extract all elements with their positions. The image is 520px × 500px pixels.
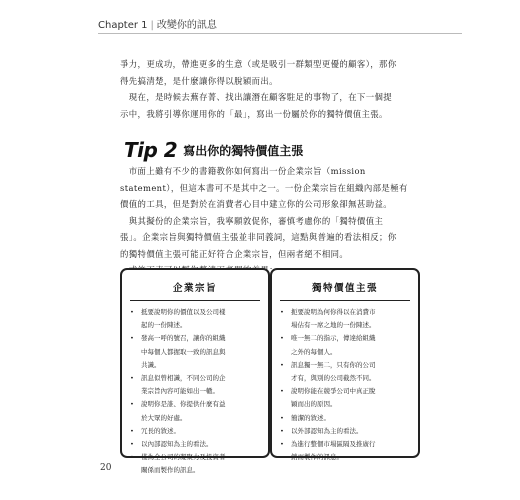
section-title: 改變你的訊息: [156, 20, 217, 31]
text-line: 張」。企業宗旨與獨特價值主張並非同義詞，這點與普遍的看法相反；你: [120, 232, 397, 242]
list-item: • 說明你能在競爭公司中真正脫 穎而出的原因。: [280, 387, 376, 409]
tip-title: 寫出你的獨特價值主張: [183, 144, 304, 158]
bullet-icon: •: [280, 440, 284, 449]
box-divider: [280, 300, 410, 301]
bullet-icon: •: [130, 440, 134, 449]
text-line: 示中，我將引導你運用你的「最」，寫出一份屬於你的獨特價值主張。: [120, 108, 388, 119]
bullet-icon: •: [130, 334, 134, 343]
text-line: 價值的工具，但是對於在消費者心目中建立你的公司形象卻無甚助益。: [120, 199, 393, 209]
list-item: • 簡潔的敘述。: [280, 412, 414, 425]
value-proposition-list: [280, 306, 414, 464]
list-item: • 說明你是誰、你提供什麼有益 於大眾的好處。: [130, 400, 226, 422]
chapter-label: Chapter 1: [98, 20, 148, 31]
text-line: 市面上雖有不少的書籍教你如何寫出一份企業宗旨（mission: [120, 166, 366, 176]
list-item: • 為進行整個市場區隔及推廣行 銷而製作的訊息。: [280, 440, 376, 462]
text-line: 的獨特價值主張可能正好符合企業宗旨，但兩者絕不相同。: [120, 248, 349, 259]
list-item: • 唯一無二的指示，傳達給組織 之外的每個人。: [280, 334, 376, 356]
bullet-icon: •: [280, 308, 284, 316]
list-item: • 以內部認知為主的看法。: [130, 438, 264, 451]
list-item: • 冗長的敘述。: [130, 425, 264, 438]
box-title: 獨特價值主張: [311, 283, 378, 294]
list-item: • 扼要說明為何你得以在消費市 場佔有一席之地的一份陳述。: [280, 308, 376, 330]
header-rule: [98, 33, 462, 34]
box-title: 企業宗旨: [172, 283, 217, 294]
bullet-icon: •: [280, 413, 284, 422]
text-line: 爭力，更成功，帶進更多的生意（或是吸引一群類型更優的顧客），那你: [120, 59, 397, 69]
bullet-icon: •: [280, 360, 284, 369]
mission-statement-list: [130, 306, 264, 478]
bullet-icon: •: [130, 308, 134, 316]
list-item: • 訊息獨一無二，只有你的公司 才有，與別的公司截然不同。: [280, 360, 376, 383]
mission-statement-box: [120, 268, 270, 475]
bullet-icon: •: [130, 374, 134, 383]
text-line: 現在，是時候去蕪存菁、找出讓潛在顧客駐足的事物了，在下一個提: [120, 92, 393, 102]
list-item: • 僅為全公司的凝聚力及投資者 關係而製作的訊息。: [130, 453, 226, 475]
list-item: • 發高一呼的號召，讓你的組織 中每個人都握取一致的訊息與 共識。: [130, 334, 226, 369]
text-line: 與其擬份的企業宗旨，我寧願敦促你，審慎考慮你的「獨特價值主: [120, 215, 384, 226]
value-proposition-box: [270, 268, 420, 462]
text-line: 得先搞清楚，是什麼讓你得以脫穎而出。: [120, 75, 278, 86]
bullet-icon: •: [280, 334, 284, 343]
list-item: • 訊息似曾相識，不同公司的企 業宗旨內容可能如出一轍。: [130, 374, 226, 396]
running-header: [98, 16, 217, 31]
tip-label: Tip 2: [124, 138, 178, 162]
bullet-icon: •: [130, 453, 134, 462]
body-paragraph: [120, 163, 408, 279]
box-divider: [130, 300, 260, 301]
bullet-icon: •: [130, 426, 134, 435]
tip-heading: [124, 138, 303, 160]
list-item: • 抵要說明你的價值以及公司樣 起的一份陳述。: [130, 308, 226, 330]
bullet-icon: •: [280, 387, 284, 396]
text-line: statement），但這本書可不是其中之一。一份企業宗旨在組織內部是極有: [120, 182, 408, 193]
bullet-icon: •: [130, 400, 134, 409]
page-number: 20: [100, 463, 112, 473]
list-item: • 以外部認知為主的看法。: [280, 425, 414, 438]
bullet-icon: •: [280, 426, 284, 435]
intro-paragraph: [120, 56, 397, 122]
header-separator: |: [150, 20, 154, 31]
